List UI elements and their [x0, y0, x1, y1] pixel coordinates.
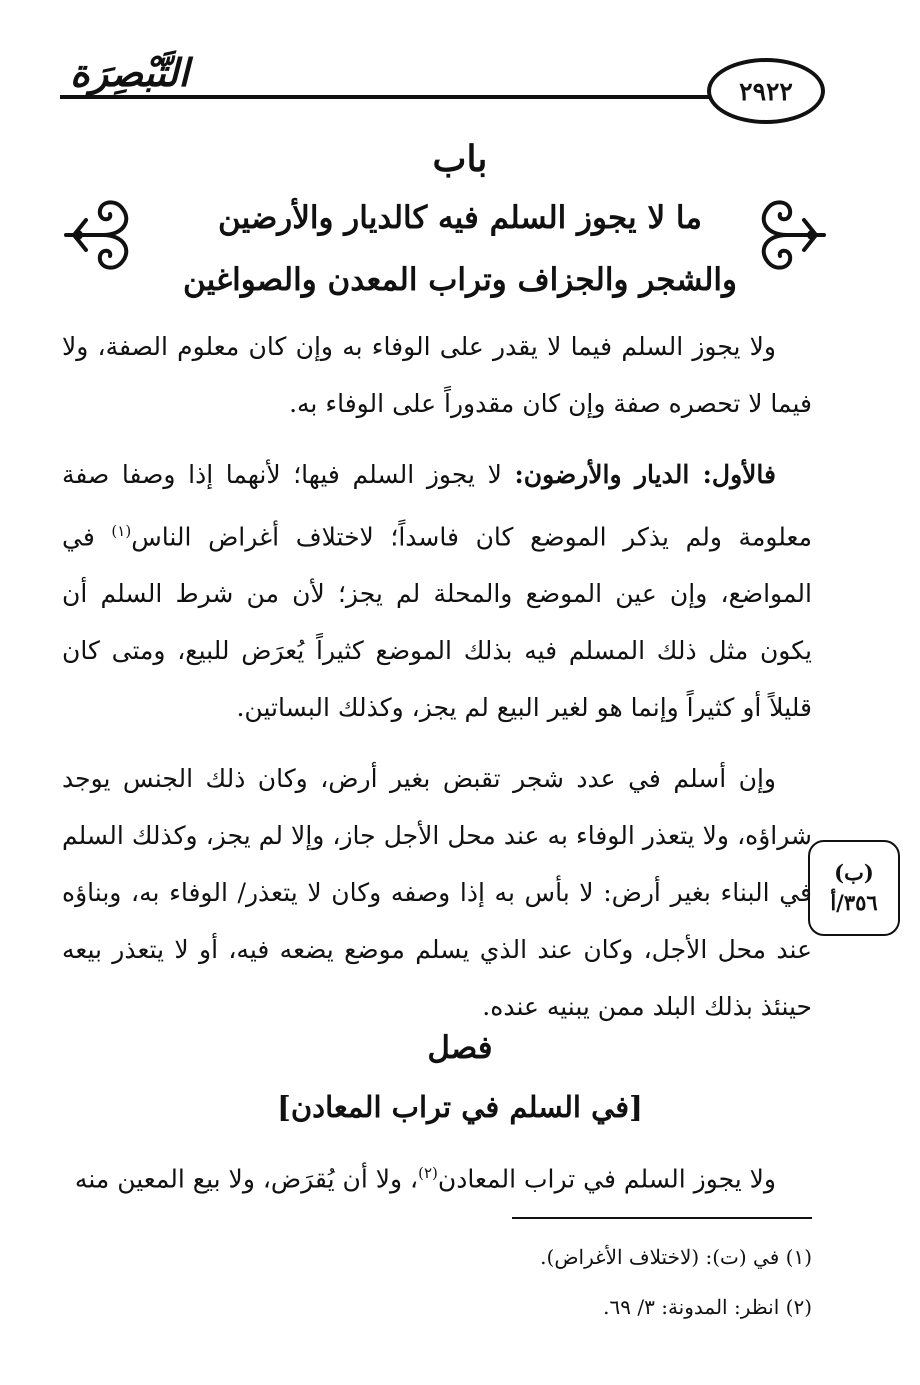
book-title: التَّبْصِرَة [70, 50, 189, 95]
paragraph-text: لا يجوز السلم فيها؛ لأنهما إذا وصفا صفة معلومة ولم يذكر الموضع كان فاسداً؛ لاختلاف أغراض الناس [62, 460, 812, 552]
chapter-word: باب [432, 138, 488, 180]
final-paragraph [62, 1145, 812, 1207]
paragraph-1: ولا يجوز السلم فيما لا يقدر على الوفاء به وإن كان معلوم الصفة، ولا فيما لا تحصره صفة وإن كان مقدوراً على الوفاء به. [62, 332, 812, 418]
paragraph-lead: فالأول: الديار والأرضون: [514, 460, 776, 489]
footnote-marker[interactable]: (٢) [418, 1164, 438, 1182]
footnote-rule [512, 1217, 812, 1219]
left-ornament-icon [62, 190, 144, 280]
section-title: فصل [427, 1030, 493, 1066]
page-number [707, 58, 825, 124]
margin-note-line1: (ب) [834, 860, 874, 885]
footnote-2: (٢) انظر: المدونة: ٣/ ٦٩. [603, 1295, 812, 1319]
margin-note [808, 840, 900, 936]
chapter-title-line1: ما لا يجوز السلم فيه كالديار والأرضين [218, 200, 702, 236]
paragraph-text: في المواضع، وإن عين الموضع والمحلة لم يجز؛ لأن من شرط السلم أن يكون مثل ذلك المسلم فيه بذلك الموضع كثيراً يُعرَض للبيع، ومتى كان قليلاً أو كثيراً وإنما هو لغير البيع لم يجز، وكذلك البساتين. [62, 522, 812, 723]
header-rule [60, 95, 808, 99]
margin-note-line2: ٣٥٦/أ [830, 890, 878, 915]
paragraph-text: ولا يجوز السلم في تراب المعادن [437, 1164, 776, 1194]
paragraph-2 [62, 446, 812, 736]
paragraph-3: وإن أسلم في عدد شجر تقبض بغير أرض، وكان ذلك الجنس يوجد شراؤه، ولا يتعذر الوفاء به عند محل الأجل جاز، وإلا لم يجز، وكذلك السلم في البناء بغير أرض: لا بأس به إذا وصفه وكان لا يتعذر/ الوفاء به، وبناؤه عند محل الأجل، وكان عند الذي يسلم موضع يضعه فيه، أو لا يتعذر بيعه حينئذ بذلك البلد ممن يبنيه عنده. [62, 764, 812, 1022]
paragraph-text: ، ولا أن يُقرَض، ولا بيع المعين منه [74, 1164, 419, 1194]
footnote-1: (١) في (ت): (لاختلاف الأغراض). [540, 1245, 812, 1269]
section-subtitle: [في السلم في تراب المعادن] [277, 1090, 643, 1124]
body-text [62, 318, 812, 1049]
footnote-marker[interactable]: (١) [111, 522, 132, 540]
chapter-title-line2: والشجر والجزاف وتراب المعدن والصواغين [182, 262, 738, 298]
page-number-text: ٢٩٢٢ [739, 76, 793, 106]
footnotes [62, 1232, 812, 1332]
